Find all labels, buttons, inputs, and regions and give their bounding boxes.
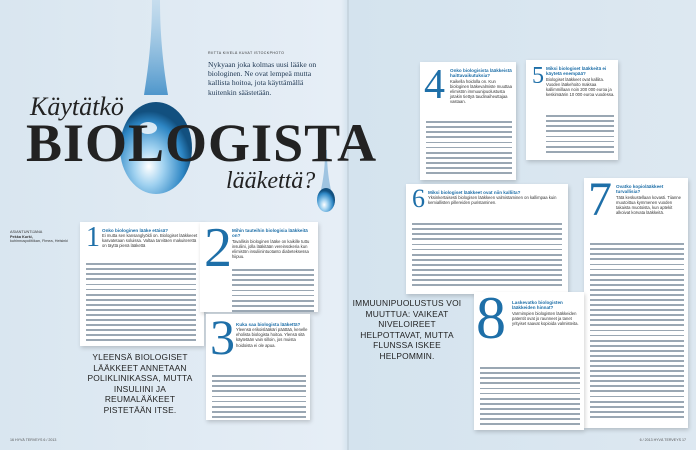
card-text: [232, 228, 316, 259]
card-title: Laskevatko biologisten lääkkeiden hinnat?: [512, 300, 563, 311]
card-3: [206, 314, 310, 420]
pull-quote-left: YLEENSÄ BIOLOGISET LÄÄKKEET ANNETAAN POLIKLINIKASSA, MUTTA INSULIINI JA REUMALÄÄKEET PISTETÄÄN ITSE.: [87, 352, 193, 415]
page-gutter: [347, 0, 349, 450]
card-title: Miksi biologiset lääkkeitä ei käytetä enempää?: [546, 66, 607, 77]
card-5: [526, 60, 618, 160]
card-title: Miksi biologiset lääkkeet ovat niin kalliita?: [428, 190, 521, 195]
card-text: [512, 300, 582, 326]
caption-name: Pekka Kurki,: [10, 234, 33, 239]
card-body: Ei mutta sen kansanglyöldi on. Biologiset lääkkeeet kasvatetaan soluissa. Valtaa tarvitäen makuiterettä on täyttä pienä lääkettä: [102, 233, 198, 249]
headline-main: BIOLOGISTA: [26, 113, 378, 173]
caption-title: ASIANTUNTIJANA: [10, 230, 43, 234]
card-number: 7: [588, 178, 612, 226]
card-body: Tätä keskustellaan kovasti. Tiianne muutoittua kymmenen vuoden takaista muotoista, kun aptekit alkoivat korvata lääkkeitä.: [616, 194, 681, 215]
card-title: Onko biologinen lääke etäisä?: [102, 228, 169, 233]
pull-quote-right: IMMUUNIPUOLUSTUS VOI MUUTTUA: VAIKEAT NIVELOIREET HELPOTTAVAT, MUTTA FLUNSSA ISKEE HELPOMMIN.: [352, 298, 462, 361]
card-text: [236, 322, 308, 348]
card-title: Ovatko kopiolääkkeet turvallisia?: [616, 184, 664, 195]
card-body: Varmimpien biologisten lääkkeiden patentit ovat jo raunneet ja tanet yrityiset saavat kopioida valmisteita.: [512, 310, 579, 326]
lead-paragraph: Nykyaan joka kolmas uusi lääke on biologinen. Ne ovat lempeä mutta kallista hoitoa, jota käyttämällä kuitenkin säästetään.: [208, 60, 317, 97]
card-title: Kuka saa biologista lääkettä?: [236, 322, 301, 327]
card-number: 8: [476, 292, 506, 351]
card-number: 5: [532, 63, 544, 89]
card-text: [616, 184, 686, 215]
card-text: [450, 68, 514, 104]
card-title: Onko biologisista lääkkeistä haittavaikutuksia?: [450, 68, 512, 79]
card-text: [428, 190, 564, 205]
card-body: Kaikella hoidolla on. Kun biologinen lääkevalmiste muuttaa elimistön immuunipuolustusta jotakin tiettyä taudinaiheuttajaa vastaan.: [450, 78, 512, 104]
headline-tail: lääkettä?: [226, 168, 316, 194]
caption-role: kuhinnuspolitiikan, Fimea, Helsinki: [10, 239, 69, 244]
card-number: 3: [210, 314, 235, 365]
card-7: [584, 178, 688, 428]
card-number: 1: [86, 222, 100, 253]
card-body: Biologiset lääkkeet ovat kalliita. Vuoden lääkehoito maksaa kallimmillaan noin 200 000 euroa ja keskimäärin 10 000 euroa vuodessa.: [546, 76, 615, 97]
footer-right: 6 / 2013 HYVÄ TERVEYS 17: [639, 438, 686, 442]
headline-kicker: Käytätkö: [30, 92, 124, 121]
expert-caption: [10, 230, 76, 244]
card-8: [474, 292, 584, 430]
card-body: Tavallisin biologinen lääke on kaikille tuttu insuliini, jolla lääkitään vereinsokeria kun elimistön insuliinintuotanto diabeteksessa hiipuu.: [232, 238, 310, 259]
card-1: [80, 222, 204, 346]
card-4: [420, 62, 516, 180]
card-title: Mihin tauteihin biologisia lääkkeitä on?: [232, 228, 308, 239]
card-body: Yksinkertaisesti biologisen lääkkeen valmistaminen on kallimpaa kuin kemiallisten pillereiden puristaminen.: [428, 195, 557, 206]
byline: RIITTA KIVELÄ KUVAT ISTOCKPHOTO: [208, 51, 285, 55]
card-2: [200, 222, 318, 312]
card-number: 6: [412, 184, 425, 213]
footer-left: 16 HYVÄ TERVEYS 6 / 2013: [10, 438, 57, 442]
card-number: 4: [424, 62, 445, 108]
card-text: [102, 228, 200, 249]
card-body: Yleensä erikoislääkäri päättää, kenelle eholista biologista hoitoa. Ylensä sitä käytetään vain silloin, jos muista hoidoista ei ole apua.: [236, 327, 308, 348]
card-text: [546, 66, 616, 97]
card-6: [406, 184, 568, 294]
card-number: 2: [204, 222, 232, 279]
